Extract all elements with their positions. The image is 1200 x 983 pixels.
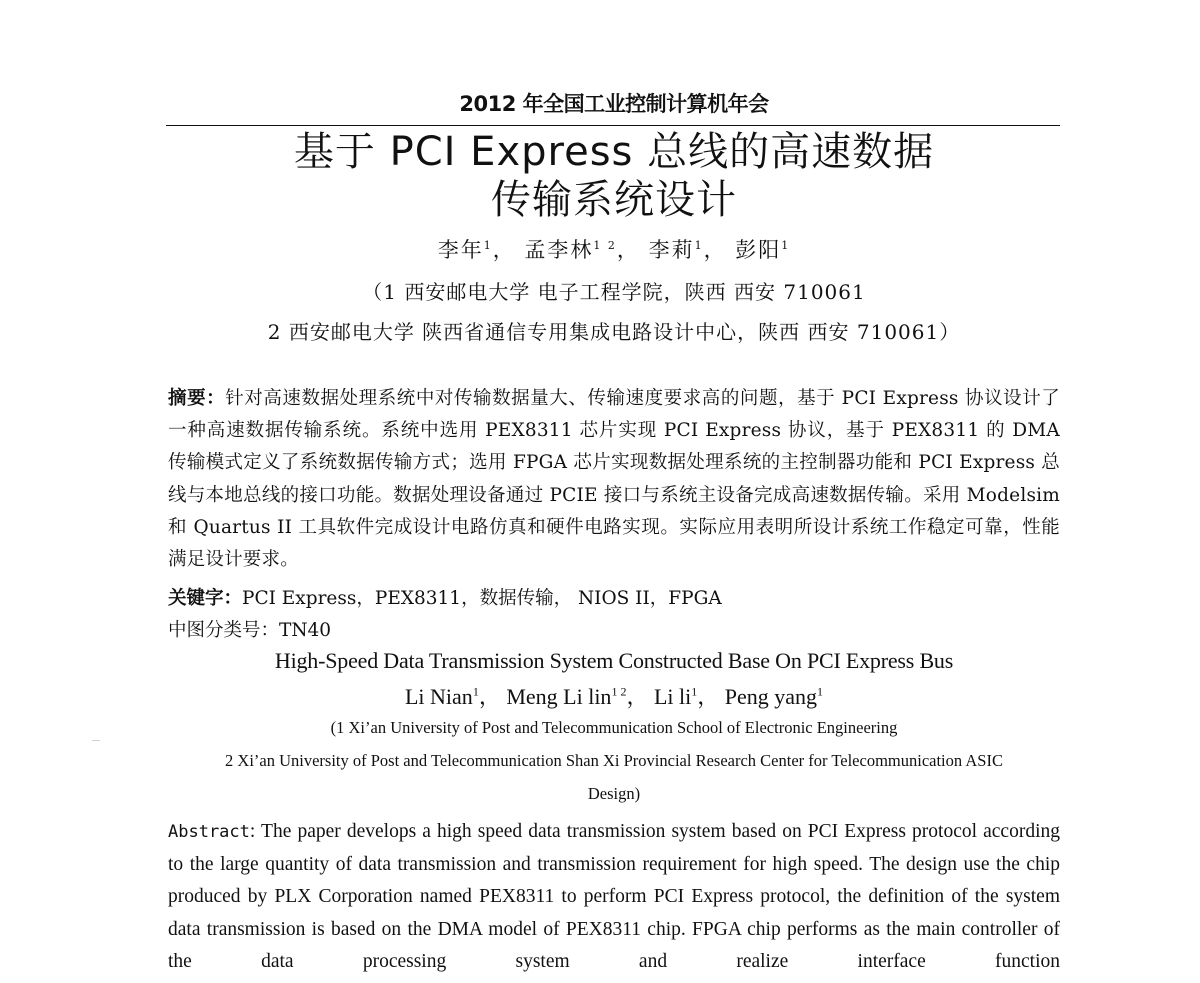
english-abstract — [168, 816, 1060, 979]
author-sup: 1 — [694, 239, 704, 252]
author-en: Li Nian — [404, 684, 473, 709]
author-cn: 孟李林 — [524, 238, 594, 262]
abstract-cn-label: 摘要： — [168, 388, 226, 409]
author-sup: 1 — [472, 684, 479, 699]
conference-header: 2012 年全国工业控制计算机年会 — [459, 92, 769, 116]
header-rule — [166, 125, 1060, 126]
abstract-cn-text: 针对高速数据处理系统中对传输数据量大、传输速度要求高的问题，基于 PCI Express 协议设计了一种高速数据传输系统。系统中选用 PEX8311 芯片实现 PCI Express 协议，基于 PEX8311 的 DMA 传输模式定义了系统数据传输方式；选用 FPGA 芯片实现数据处理系统的主控制器功能和 PCI Express 总线与本地总线的接口功能。数据处理设备通过 PCIE 接口与系统主设备完成高速数据传输。采用 Modelsim 和 Quartus II 工具软件完成设计电路仿真和硬件电路实现。实际应用表明所设计系统工作稳定可靠，性能满足设计要求。 — [168, 388, 1060, 571]
author-sup: 1 — [483, 239, 493, 252]
abstract-cn — [168, 383, 1060, 576]
author-cn: 彭阳 — [735, 238, 782, 262]
author-cn: 李莉 — [648, 238, 695, 262]
affiliation-cn-1: （1 西安邮电大学 电子工程学院，陕西 西安 710061 — [362, 280, 866, 304]
scan-mark — [92, 740, 100, 741]
english-title: High-Speed Data Transmission System Constructed Base On PCI Express Bus — [274, 648, 954, 673]
keywords-cn-text: PCI Express，PEX8311，数据传输， NIOS II，FPGA — [242, 588, 722, 609]
english-authors: Li Nian$^1$， Meng Li lin$^{1 2}$， Li $li^1$， Peng yang$^1$ — [404, 684, 824, 709]
author-sup: 1 — [691, 684, 698, 699]
title-line-1: 基于 PCI Express 总线的高速数据 — [293, 129, 935, 175]
paper-title — [168, 128, 1060, 224]
author-sup: 1 2 — [593, 239, 617, 252]
keywords-cn — [168, 584, 722, 610]
author-en: Peng yang — [724, 684, 818, 709]
english-abstract-label: Abstract — [168, 822, 250, 842]
english-affiliation-1: (1 Xi’an University of Post and Telecommunication School of Electronic Engineering — [330, 718, 898, 737]
classification-number: 中图分类号：TN40 — [168, 620, 332, 641]
author-sup: 1 2 — [611, 684, 627, 699]
affiliation-cn-2: 2 西安邮电大学 陕西省通信专用集成电路设计中心，陕西 西安 710061） — [267, 320, 961, 344]
authors-cn: 李年$^1$， 孟李林$^{1 2}$， 李莉$^1$， 彭阳$^1$ — [437, 238, 791, 262]
english-affiliation-3: Design) — [587, 784, 641, 803]
title-line-2: 传输系统设计 — [491, 177, 737, 223]
author-en: Li li — [653, 684, 692, 709]
author-sup: 1 — [781, 239, 791, 252]
author-cn: 李年 — [437, 238, 484, 262]
english-affiliation-2: 2 Xi’an University of Post and Telecommunication Shan Xi Provincial Research Center for Telecommunication ASIC — [225, 751, 1003, 770]
author-sup: 1 — [817, 684, 824, 699]
english-abstract-text: : The paper develops a high speed data transmission system based on PCI Express protocol according to the large quantity of data transmission and transmission requirement for high speed. The design use the chip produced by PLX Corporation named PEX8311 to perform PCI Express protocol, the definition of the system data transmission is based on the DMA model of PEX8311 chip. FPGA chip performs as the main controller of the data processing system and realize interface function — [168, 821, 1060, 972]
author-en: Meng Li lin — [506, 684, 612, 709]
keywords-cn-label: 关键字： — [168, 588, 243, 609]
